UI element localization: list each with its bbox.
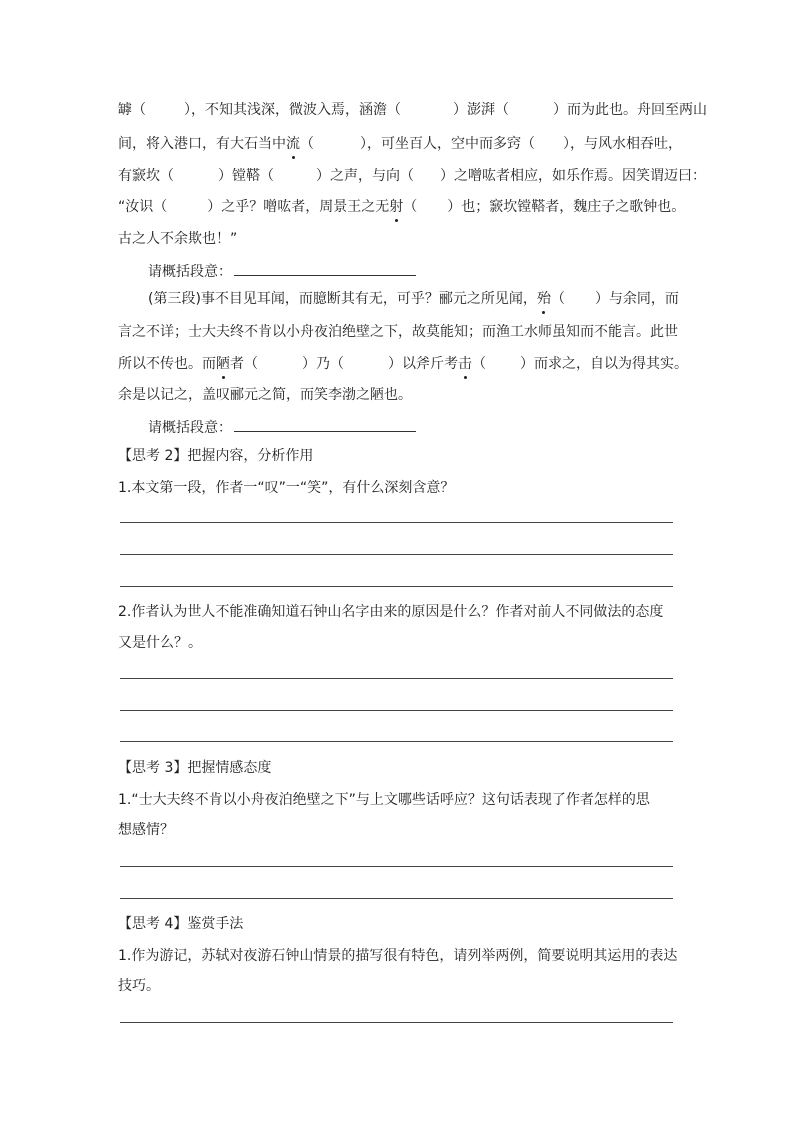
question-text: 1.“士大夫终不肯以小舟夜泊绝壁之下”与上文哪些话呼应？这句话表现了作者怎样的思 xyxy=(118,792,650,808)
think2-heading xyxy=(118,446,313,466)
text: 者（ xyxy=(230,356,258,372)
text: ）澎湃（ xyxy=(453,102,509,118)
text: ）也；窾坎镗鞳者，魏庄子之歌钟也。 xyxy=(447,199,686,215)
para2-line3 xyxy=(118,166,706,186)
section-heading: 【思考 4】鉴赏手法 xyxy=(118,916,244,932)
think2-q2-line1 xyxy=(118,602,663,622)
text: （ xyxy=(550,291,565,307)
question-text: 想感情？ xyxy=(118,822,174,838)
para3-line4 xyxy=(118,385,412,405)
text: ）与余同，而 xyxy=(594,291,679,307)
para2-line5 xyxy=(118,229,237,249)
text: (第三段)事不目见耳闻，而臆断其有无，可乎？郦元之所见闻， xyxy=(148,291,537,307)
answer-line[interactable] xyxy=(120,522,673,523)
emphasis-dot-char: 击 xyxy=(458,356,472,372)
summary-fill-line[interactable] xyxy=(234,417,416,432)
think3-q1-line1 xyxy=(118,790,650,810)
text: 有窾坎（ xyxy=(118,168,174,184)
text: 余是以记之，盖叹郦元之简，而笑李渤之陋也。 xyxy=(118,387,412,403)
answer-line[interactable] xyxy=(120,554,673,555)
summary-prompt-2 xyxy=(148,417,416,438)
think4-q1-line2 xyxy=(118,976,160,996)
text: （ xyxy=(403,199,418,215)
para2-line1 xyxy=(118,100,707,120)
text: （ xyxy=(472,356,486,372)
para3-line1 xyxy=(148,289,679,309)
text: 言之不详；士大夫终不肯以小舟夜泊绝壁之下，故莫能知；而渔工水师虽知而不能言。此世 xyxy=(118,324,678,340)
text: 所以不传也。而 xyxy=(118,356,216,372)
summary-prompt-1 xyxy=(148,261,416,282)
text: ），与风水相吞吐， xyxy=(563,136,682,152)
emphasis-dot-char: 射 xyxy=(389,199,404,215)
question-text: 2.作者认为世人不能准确知道石钟山名字由来的原因是什么？作者对前人不同做法的态度 xyxy=(118,604,664,620)
answer-line[interactable] xyxy=(120,678,673,679)
question-text: 1.作为游记，苏轼对夜游石钟山情景的描写很有特色，请列举两例，简要说明其运用的表达 xyxy=(118,948,678,964)
answer-line[interactable] xyxy=(120,710,673,711)
text: ）镗鞳（ xyxy=(218,168,274,184)
text: ）以斧斤考 xyxy=(388,356,458,372)
text: ）乃（ xyxy=(302,356,344,372)
para3-line2 xyxy=(118,322,678,342)
text: 古之人不余欺也！” xyxy=(118,231,238,247)
think4-q1-line1 xyxy=(118,946,677,966)
think4-heading xyxy=(118,914,243,934)
summary-fill-line[interactable] xyxy=(234,261,416,276)
emphasis-dot-char: 殆 xyxy=(536,291,551,307)
summary-label: 请概括段意： xyxy=(148,420,232,436)
answer-line[interactable] xyxy=(120,1022,673,1023)
text: 间，将入港口，有大石当中 xyxy=(118,136,286,152)
text: 罅（ xyxy=(118,102,146,118)
answer-line[interactable] xyxy=(120,741,673,742)
text: ）之噌吰者相应，如乐作焉。因笑谓迈曰： xyxy=(440,168,706,184)
section-heading: 【思考 2】把握内容，分析作用 xyxy=(118,448,314,464)
text: “汝识（ xyxy=(118,199,168,215)
answer-line[interactable] xyxy=(120,586,673,587)
text: ）之声，与向（ xyxy=(316,168,414,184)
question-text: 技巧。 xyxy=(118,978,160,994)
para2-line4 xyxy=(118,197,685,217)
para3-line3 xyxy=(118,354,688,374)
answer-line[interactable] xyxy=(120,898,673,899)
think2-q1 xyxy=(118,478,454,498)
text: ），不知其浅深，微波入焉，涵澹（ xyxy=(184,102,401,118)
section-heading: 【思考 3】把握情感态度 xyxy=(118,760,272,776)
think3-heading xyxy=(118,758,271,778)
text: （ xyxy=(300,136,314,152)
think3-q1-line2 xyxy=(118,820,174,840)
question-text: 又是什么？。 xyxy=(118,635,202,651)
emphasis-dot-char: 陋 xyxy=(216,356,230,372)
para2-line2 xyxy=(118,134,682,154)
answer-line[interactable] xyxy=(120,866,673,867)
summary-label: 请概括段意： xyxy=(148,264,232,280)
question-text: 1.本文第一段，作者一“叹”一“笑”，有什么深刻含意？ xyxy=(118,480,455,496)
text: ）而求之，自以为得其实。 xyxy=(520,356,688,372)
think2-q2-line2 xyxy=(118,633,202,653)
emphasis-dot-char: 流 xyxy=(286,136,300,152)
text: ）而为此也。舟回至两山 xyxy=(553,102,707,118)
text: ）之乎？噌吰者，周景王之无 xyxy=(207,199,390,215)
text: ），可坐百人，空中而多窍（ xyxy=(360,136,535,152)
